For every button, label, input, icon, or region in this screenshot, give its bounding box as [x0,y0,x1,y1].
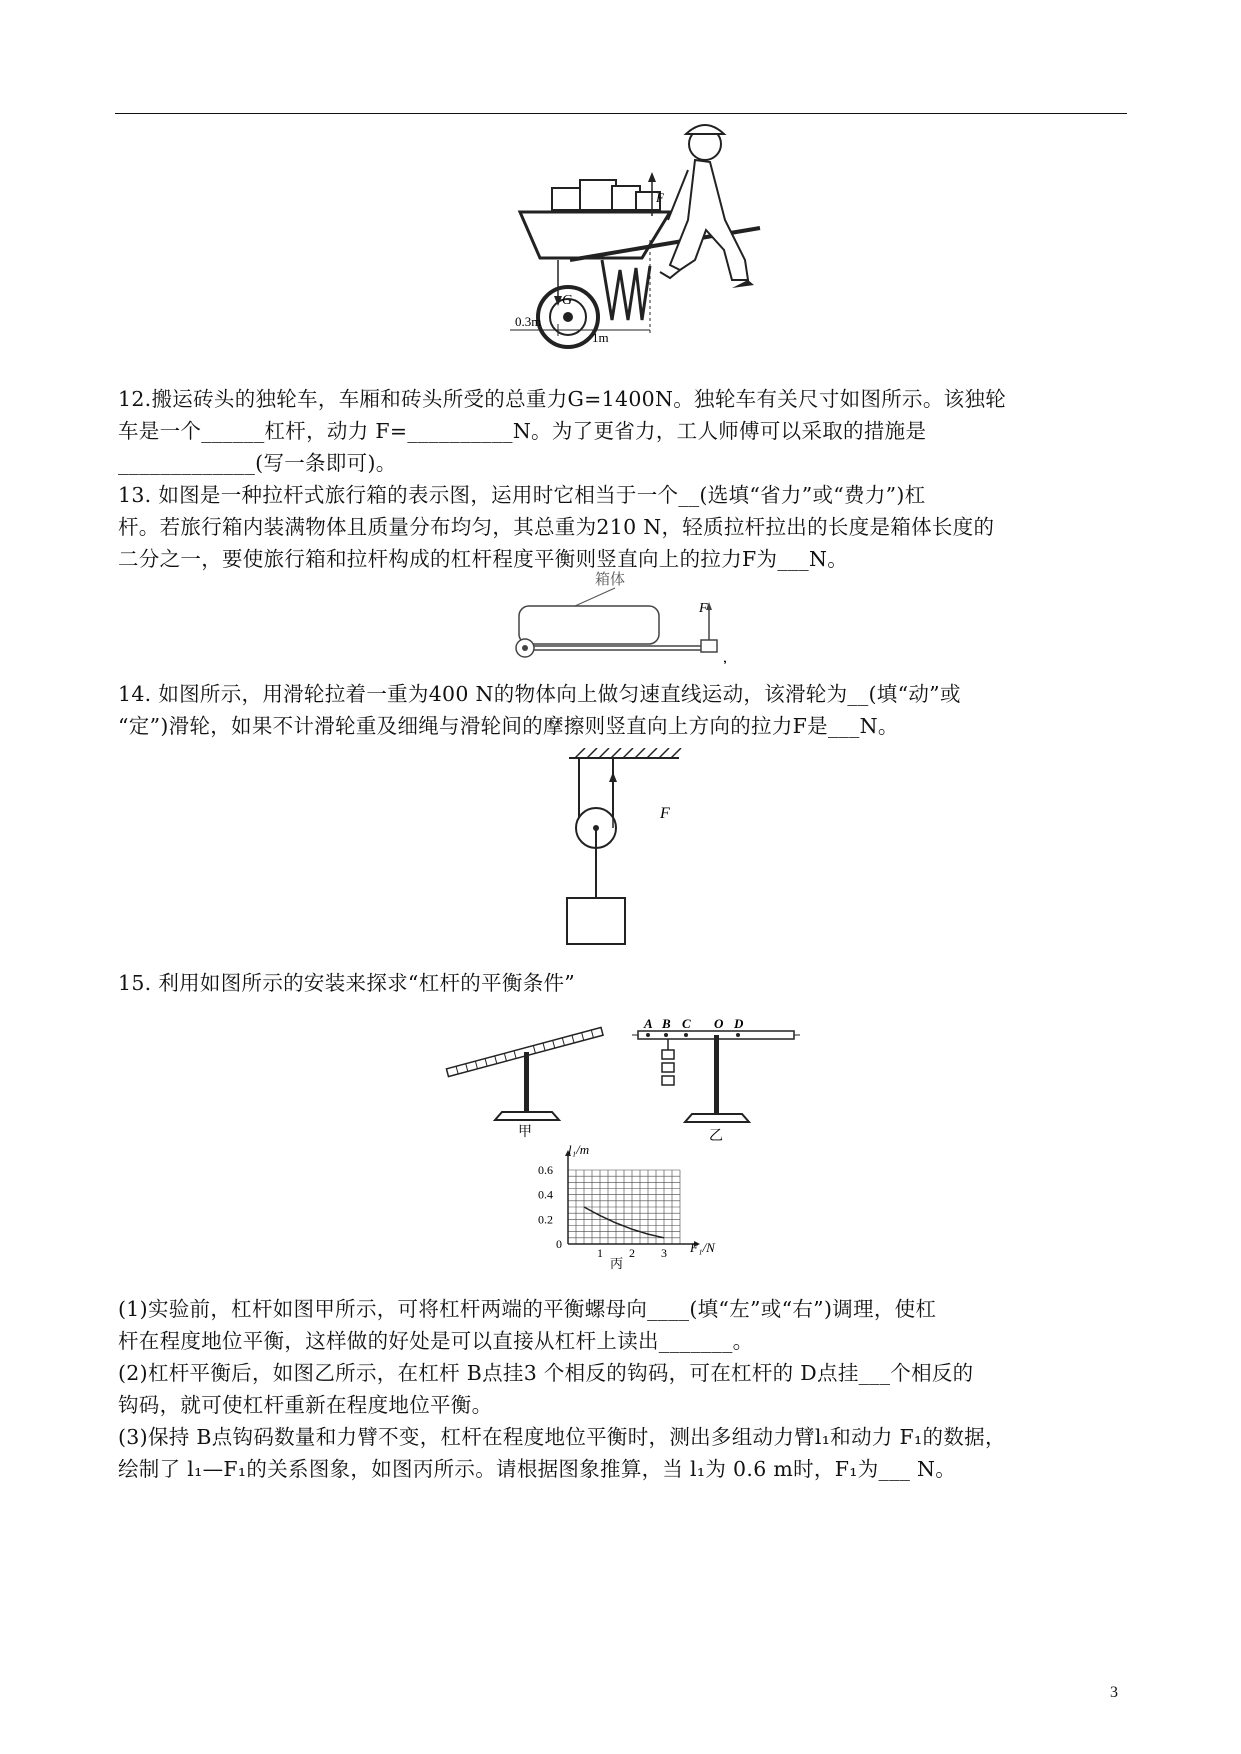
point-b: B [662,1016,671,1031]
graph-xlabel: F₁/N [690,1240,715,1255]
q13-line-2: 杆。若旅行箱内装满物体且质量分布均匀，其总重为210 N，轻质拉杆拉出的长度是箱体长度的 [118,515,995,539]
wheelbarrow-figure [510,120,780,378]
lever-yi-figure [630,1010,805,1142]
jia-label: 甲 [518,1125,532,1138]
page-number: 3 [1110,1684,1118,1701]
q15-part-2a: (2)杠杆平衡后，如图乙所示，在杠杆 B点挂3 个相反的钩码，可在杠杆的 D点挂___个相反的 [118,1361,974,1385]
graph-bing-figure [530,1140,730,1280]
y-tick-label: 0 [556,1237,562,1251]
force-label: F [656,190,664,205]
gravity-label: G [562,293,573,308]
trailing-comma: , [723,649,727,664]
graph-ylabel: l₁/m [568,1142,590,1157]
q14-line-1: 14. 如图所示，用滑轮拉着一重为400 N的物体向上做匀速直线运动，该滑轮为__(填“动”或 [118,682,961,706]
suitcase-figure [505,568,740,664]
suitcase-force-label: F [699,601,708,616]
dim-long-label: 1m [592,330,609,345]
x-tick-label: 2 [629,1246,635,1260]
pulley-force-label: F [660,805,670,822]
q13-line-1: 13. 如图是一种拉杆式旅行箱的表示图，运用时它相当于一个__(选填“省力”或“费力”)杠 [118,483,926,507]
x-tick-label: 1 [597,1246,603,1260]
y-tick-label: 0.2 [538,1212,553,1227]
header-rule [115,113,1127,114]
bing-label: 丙 [610,1256,624,1271]
q14-line-2: “定”)滑轮，如果不计滑轮重及细绳与滑轮间的摩擦则竖直向上方向的拉力F是___N。 [118,714,899,738]
q15-part-3b: 绘制了 l₁—F₁的关系图象，如图丙所示。请根据图象推算，当 l₁为 0.6 m时，F₁为___ N。 [118,1457,957,1481]
q15-part-3a: (3)保持 B点钩码数量和力臂不变，杠杆在程度地位平衡时，测出多组动力臂l₁和动力 F₁的数据， [118,1425,1006,1449]
dim-short-label: 0.3m [515,314,542,329]
q12-line-1: 12.搬运砖头的独轮车，车厢和砖头所受的总重力G=1400N。独轮车有关尺寸如图所示。该独轮 [118,387,1007,411]
q15-part-2b: 钩码，就可使杠杆重新在程度地位平衡。 [118,1393,493,1417]
pulley-figure [565,748,690,956]
lever-jia-figure [440,1008,610,1138]
q12-line-3: _____________(写一条即可)。 [118,451,397,475]
yi-label: 乙 [709,1129,723,1142]
point-o: O [714,1016,724,1031]
q12-line-2: 车是一个______杠杆，动力 F=__________N。为了更省力，工人师傅可以采取的措施是 [118,419,927,443]
q13-line-3: 二分之一，要使旅行箱和拉杆构成的杠杆程度平衡则竖直向上的拉力F为___N。 [118,547,849,571]
point-d: D [734,1016,744,1031]
y-tick-label: 0.6 [538,1163,553,1177]
x-tick-label: 3 [661,1246,667,1260]
box-label: 箱体 [595,572,626,588]
q15-part-1a: (1)实验前，杠杆如图甲所示，可将杠杆两端的平衡螺母向____(填“左”或“右”)调理，使杠 [118,1297,937,1321]
q15-intro: 15. 利用如图所示的安装来探求“杠杆的平衡条件” [118,971,576,995]
q15-part-1b: 杆在程度地位平衡，这样做的好处是可以直接从杠杆上读出_______。 [118,1329,754,1353]
point-a: A [644,1016,653,1031]
hanging-block [567,898,625,944]
y-tick-label: 0.4 [538,1187,553,1202]
point-c: C [682,1016,691,1031]
